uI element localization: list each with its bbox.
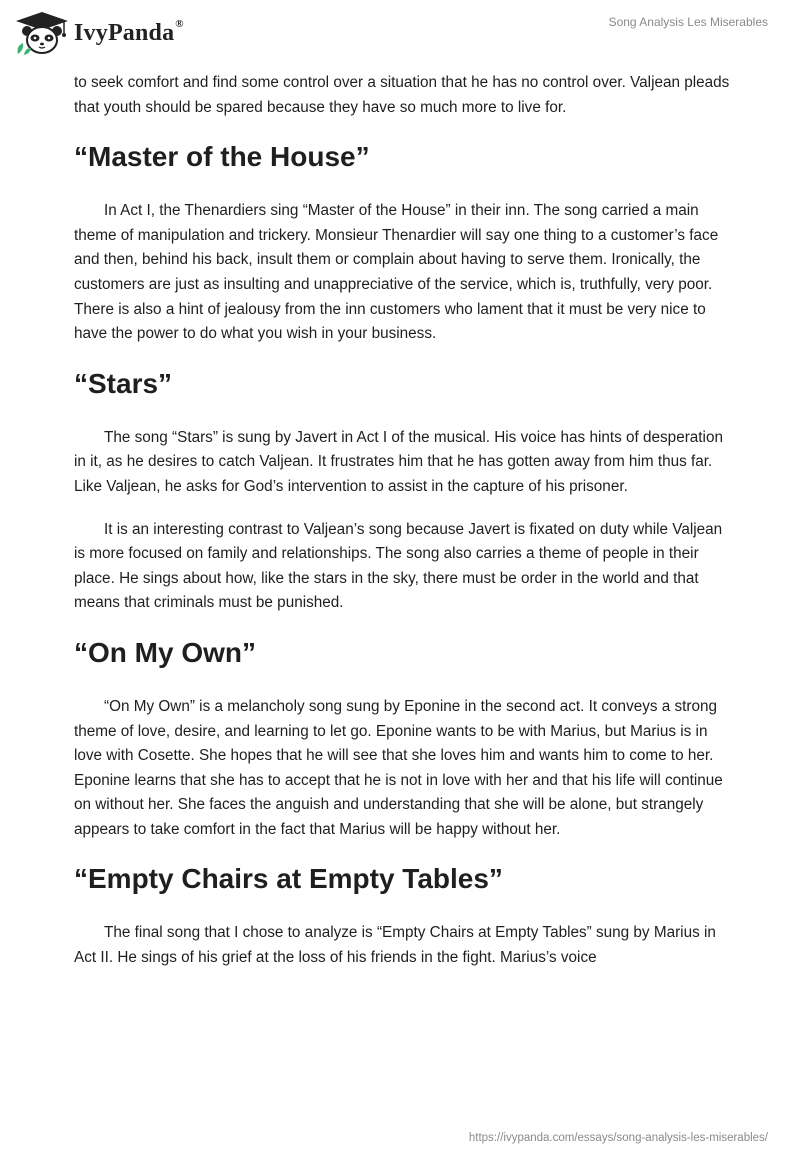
document-title: Song Analysis Les Miserables xyxy=(608,15,768,29)
section-paragraph: In Act I, the Thenardiers sing “Master of the House” in their inn. The song carried a main theme of manipulation and trickery. Monsieur Thenardier will say one thing to a customer’s face and then, behind his back, insult them or complain about having to serve them. Ironically, the customers are just as insulting and unappreciative of the service, which is, truthfully, very poor. There is also a hint of jealousy from the inn customers who lament that it must be very nice to have the power to do what you wish in your business. xyxy=(74,202,719,343)
panda-graduate-icon xyxy=(14,10,70,56)
section-paragraph: The song “Stars” is sung by Javert in Act I of the musical. His voice has hints of desperation in it, as he desires to catch Valjean. It frustrates him that he has gotten away from him thus far. Like Valjean, he asks for God’s intervention to assist in the capture of his prisoner. xyxy=(74,428,723,495)
section-paragraph: It is an interesting contrast to Valjean’s song because Javert is fixated on duty while Valjean is more focused on family and relationships. The song also carries a theme of people in their place. He sings about how, like the stars in the sky, there must be order in the world and that means that criminals must be punished. xyxy=(74,520,723,612)
intro-paragraph: to seek comfort and find some control over a situation that he has no control over. Valjean pleads that youth should be spared because they have so much more to live for. xyxy=(74,74,730,116)
registered-mark: ® xyxy=(175,17,184,30)
brand-name: IvyPanda® xyxy=(74,17,184,46)
section-paragraph: “On My Own” is a melancholy song sung by Eponine in the second act. It conveys a strong theme of love, desire, and learning to let go. Eponine wants to be with Marius, but Marius is in love with Cosette. She hopes that he will see that she loves him and wants him to come to her. Eponine learns that she has to accept that he is not in love with her and that his life will continue on without her. She faces the anguish and understanding that she will be alone, but strangely appears to take comfort in the fact that Marius will be happy without her. xyxy=(74,697,723,838)
section-heading-on-my-own: “On My Own” xyxy=(74,636,256,668)
section-heading-stars: “Stars” xyxy=(74,367,173,399)
section-heading-master-of-the-house: “Master of the House” xyxy=(74,141,370,173)
section-paragraph: The final song that I chose to analyze is “Empty Chairs at Empty Tables” sung by Marius in Act II. He sings of his grief at the loss of his friends in the fight. Marius’s voice xyxy=(74,924,716,967)
section-heading-empty-chairs: “Empty Chairs at Empty Tables” xyxy=(74,863,503,895)
source-url-link[interactable]: https://ivypanda.com/essays/song-analysis-les-miserables/ xyxy=(468,1132,768,1144)
page-header xyxy=(0,0,800,70)
ivypanda-logo[interactable] xyxy=(14,10,184,56)
essay-content xyxy=(74,71,734,987)
